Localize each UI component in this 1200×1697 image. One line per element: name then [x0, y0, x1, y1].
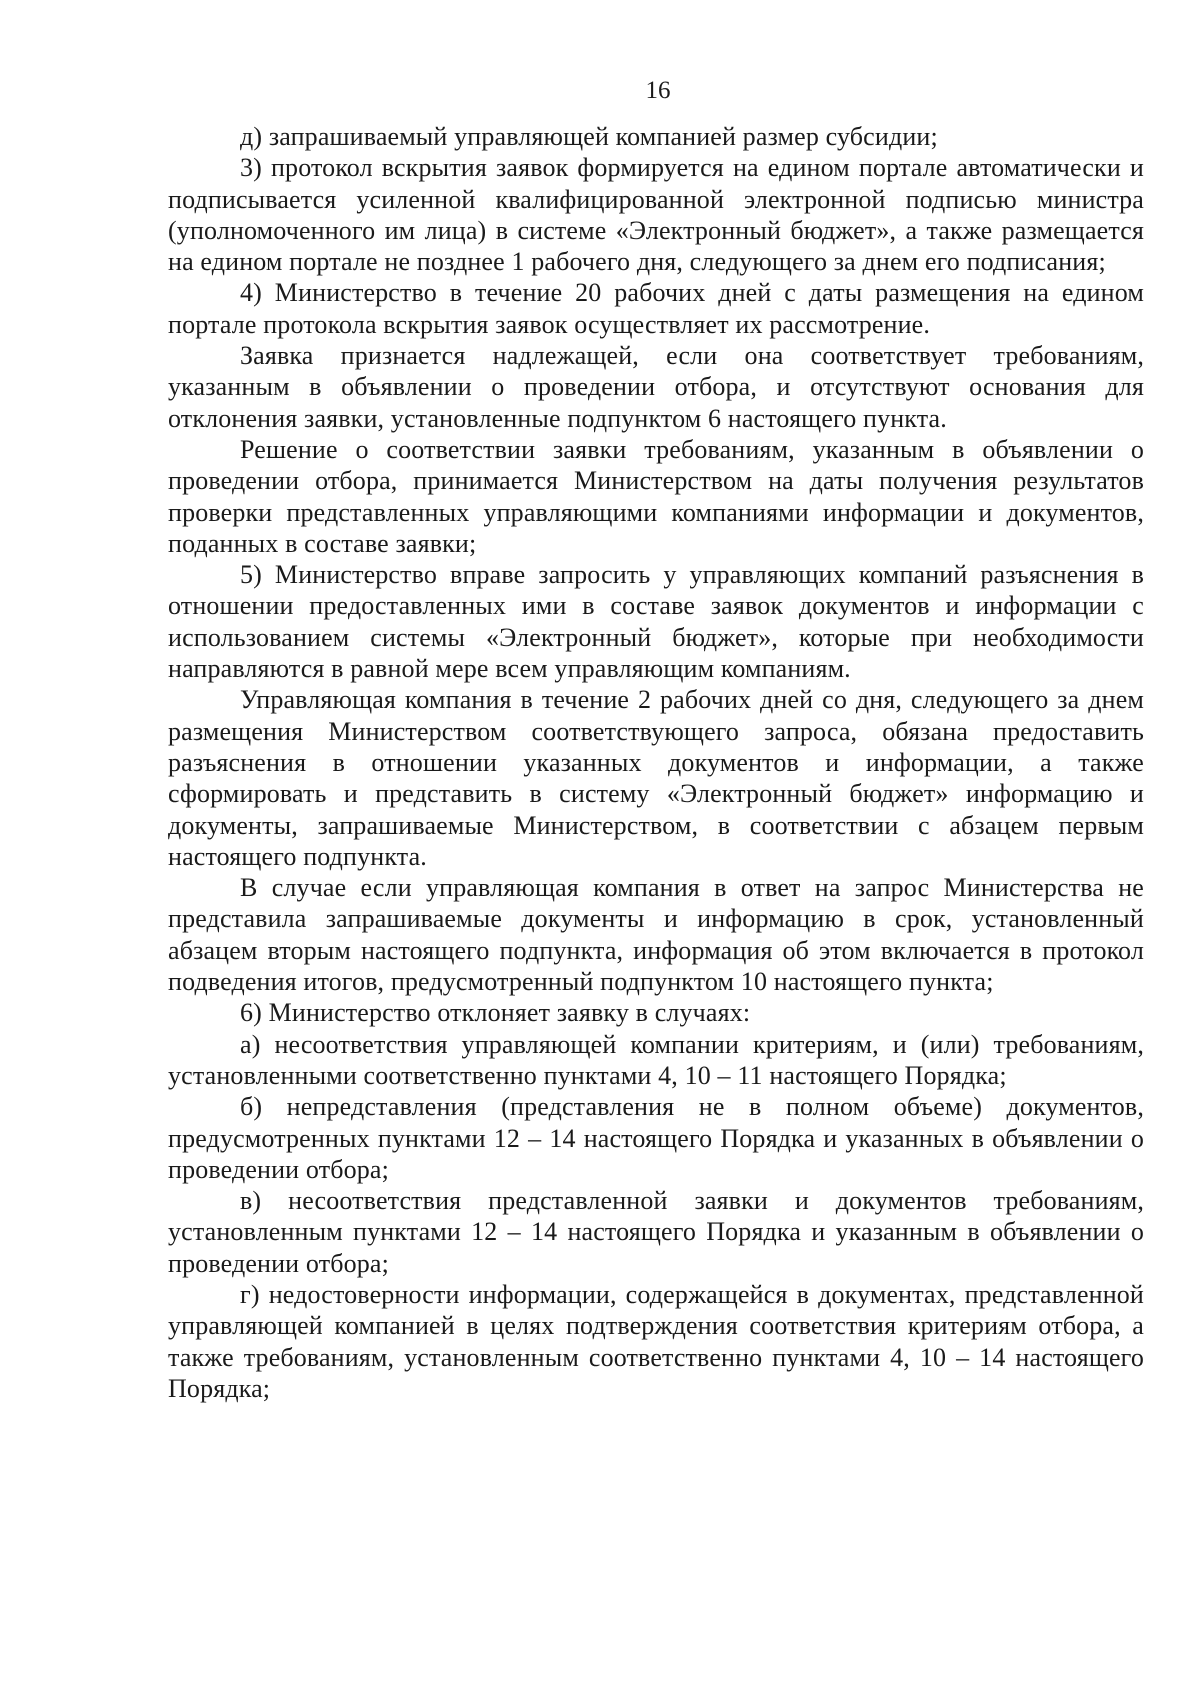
paragraph-item-6-rejection: 6) Министерство отклоняет заявку в случаях:	[240, 998, 751, 1028]
paragraph-item-5-clarifications: 5) Министерство вправе запросить у управляющих компаний разъяснения в отношении предоставленных ими в составе заявок документов и информации с использованием системы «Электронный бюджет», которые при необходимости направляются в равной мере всем управляющим компаниям.	[168, 560, 1144, 684]
paragraph-rejection-v: в) несоответствия представленной заявки и документов требованиям, установленным пунктами 12 – 14 настоящего Порядка и указанным в объявлении о проведении отбора;	[168, 1186, 1144, 1278]
paragraph-application-proper: Заявка признается надлежащей, если она соответствует требованиям, указанным в объявлении о проведении отбора, и отсутствуют основания для отклонения заявки, установленные подпунктом 6 настоящего пункта.	[168, 341, 1144, 433]
paragraph-no-response: В случае если управляющая компания в ответ на запрос Министерства не представила запрашиваемые документы и информацию в срок, установленный абзацем вторым настоящего подпункта, информация об этом включается в протокол подведения итогов, предусмотренный подпунктом 10 настоящего пункта;	[168, 873, 1144, 997]
paragraph-rejection-b: б) непредставления (представления не в полном объеме) документов, предусмотренных пунктами 12 – 14 настоящего Порядка и указанных в объявлении о проведении отбора;	[168, 1092, 1144, 1184]
paragraph-item-4-review: 4) Министерство в течение 20 рабочих дней с даты размещения на едином портале протокола вскрытия заявок осуществляет их рассмотрение.	[168, 278, 1144, 339]
paragraph-clarification-deadline: Управляющая компания в течение 2 рабочих дней со дня, следующего за днем размещения Министерством соответствующего запроса, обязана предоставить разъяснения в отношении указанных документов и информации, а также сформировать и представить в систему «Электронный бюджет» информацию и документы, запрашиваемые Министерством, в соответствии с абзацем первым настоящего подпункта.	[168, 685, 1144, 871]
paragraph-compliance-decision: Решение о соответствии заявки требованиям, указанным в объявлении о проведении отбора, принимается Министерством на даты получения результатов проверки представленных управляющими компаниями информации и документов, поданных в составе заявки;	[168, 434, 1144, 558]
paragraph-rejection-g: г) недостоверности информации, содержащейся в документах, представленной управляющей компанией в целях подтверждения соответствия критериям отбора, а также требованиям, установленным соответственно пунктами 4, 10 – 14 настоящего Порядка;	[168, 1279, 1144, 1403]
paragraph-subitem-d: д) запрашиваемый управляющей компанией размер субсидии;	[240, 122, 938, 151]
paragraph-item-3-protocol: 3) протокол вскрытия заявок формируется на едином портале автоматически и подписывается усиленной квалифицированной электронной подписью министра (уполномоченного им лица) в системе «Электронный бюджет», а также размещается на едином портале не позднее 1 рабочего дня, следующего за днем его подписания;	[168, 153, 1144, 277]
document-body	[168, 121, 1144, 1404]
paragraph-rejection-a: а) несоответствия управляющей компании критериям, и (или) требованиям, установленными соответственно пунктами 4, 10 – 11 настоящего Порядка;	[168, 1029, 1144, 1090]
page-number: 16	[645, 77, 671, 104]
